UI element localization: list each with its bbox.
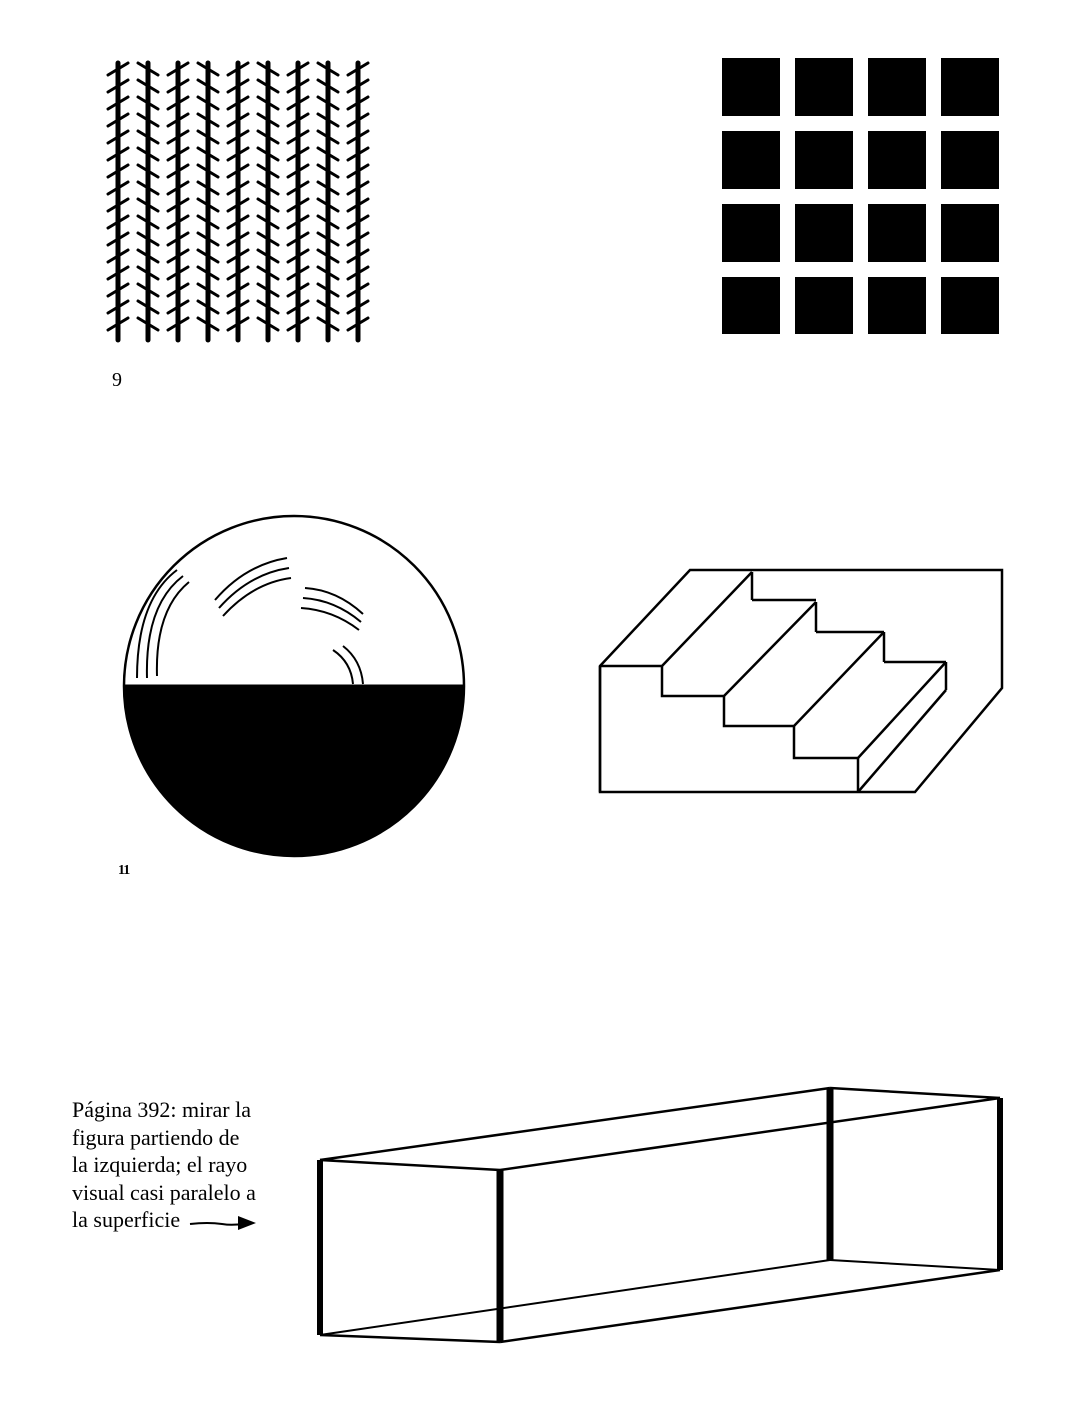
hermann-square	[722, 58, 780, 116]
schroeder-staircase-figure	[590, 560, 1010, 805]
caption-line: Página 392: mirar la	[72, 1097, 252, 1122]
hermann-grid-figure	[722, 58, 1002, 334]
hermann-square	[795, 131, 853, 189]
hermann-square	[868, 131, 926, 189]
caption-line: la izquierda; el rayo	[72, 1152, 248, 1177]
zollner-illusion-figure	[100, 55, 390, 350]
hermann-square	[868, 204, 926, 262]
caption-line: figura partiendo de	[72, 1124, 240, 1150]
caption-line-text: la superficie	[72, 1207, 181, 1232]
figure-number-9: 9	[112, 369, 122, 391]
caption-line-last	[72, 1206, 312, 1234]
wireframe-box-figure	[310, 1080, 1015, 1350]
caption-line: visual casi paralelo a	[72, 1179, 256, 1205]
hermann-square	[868, 58, 926, 116]
hermann-square	[941, 58, 999, 116]
caption-text	[72, 1096, 312, 1234]
arrow-right-icon	[188, 1212, 258, 1232]
hermann-square	[795, 204, 853, 262]
hermann-square	[722, 277, 780, 334]
hermann-square	[941, 131, 999, 189]
half-filled-sphere-figure	[115, 510, 475, 860]
hermann-square	[868, 277, 926, 334]
hermann-square	[795, 277, 853, 334]
hermann-square	[941, 277, 999, 334]
hermann-square	[795, 58, 853, 116]
figure-number-11: 11	[118, 863, 130, 878]
hermann-square	[722, 204, 780, 262]
hermann-square	[722, 131, 780, 189]
hermann-square	[941, 204, 999, 262]
